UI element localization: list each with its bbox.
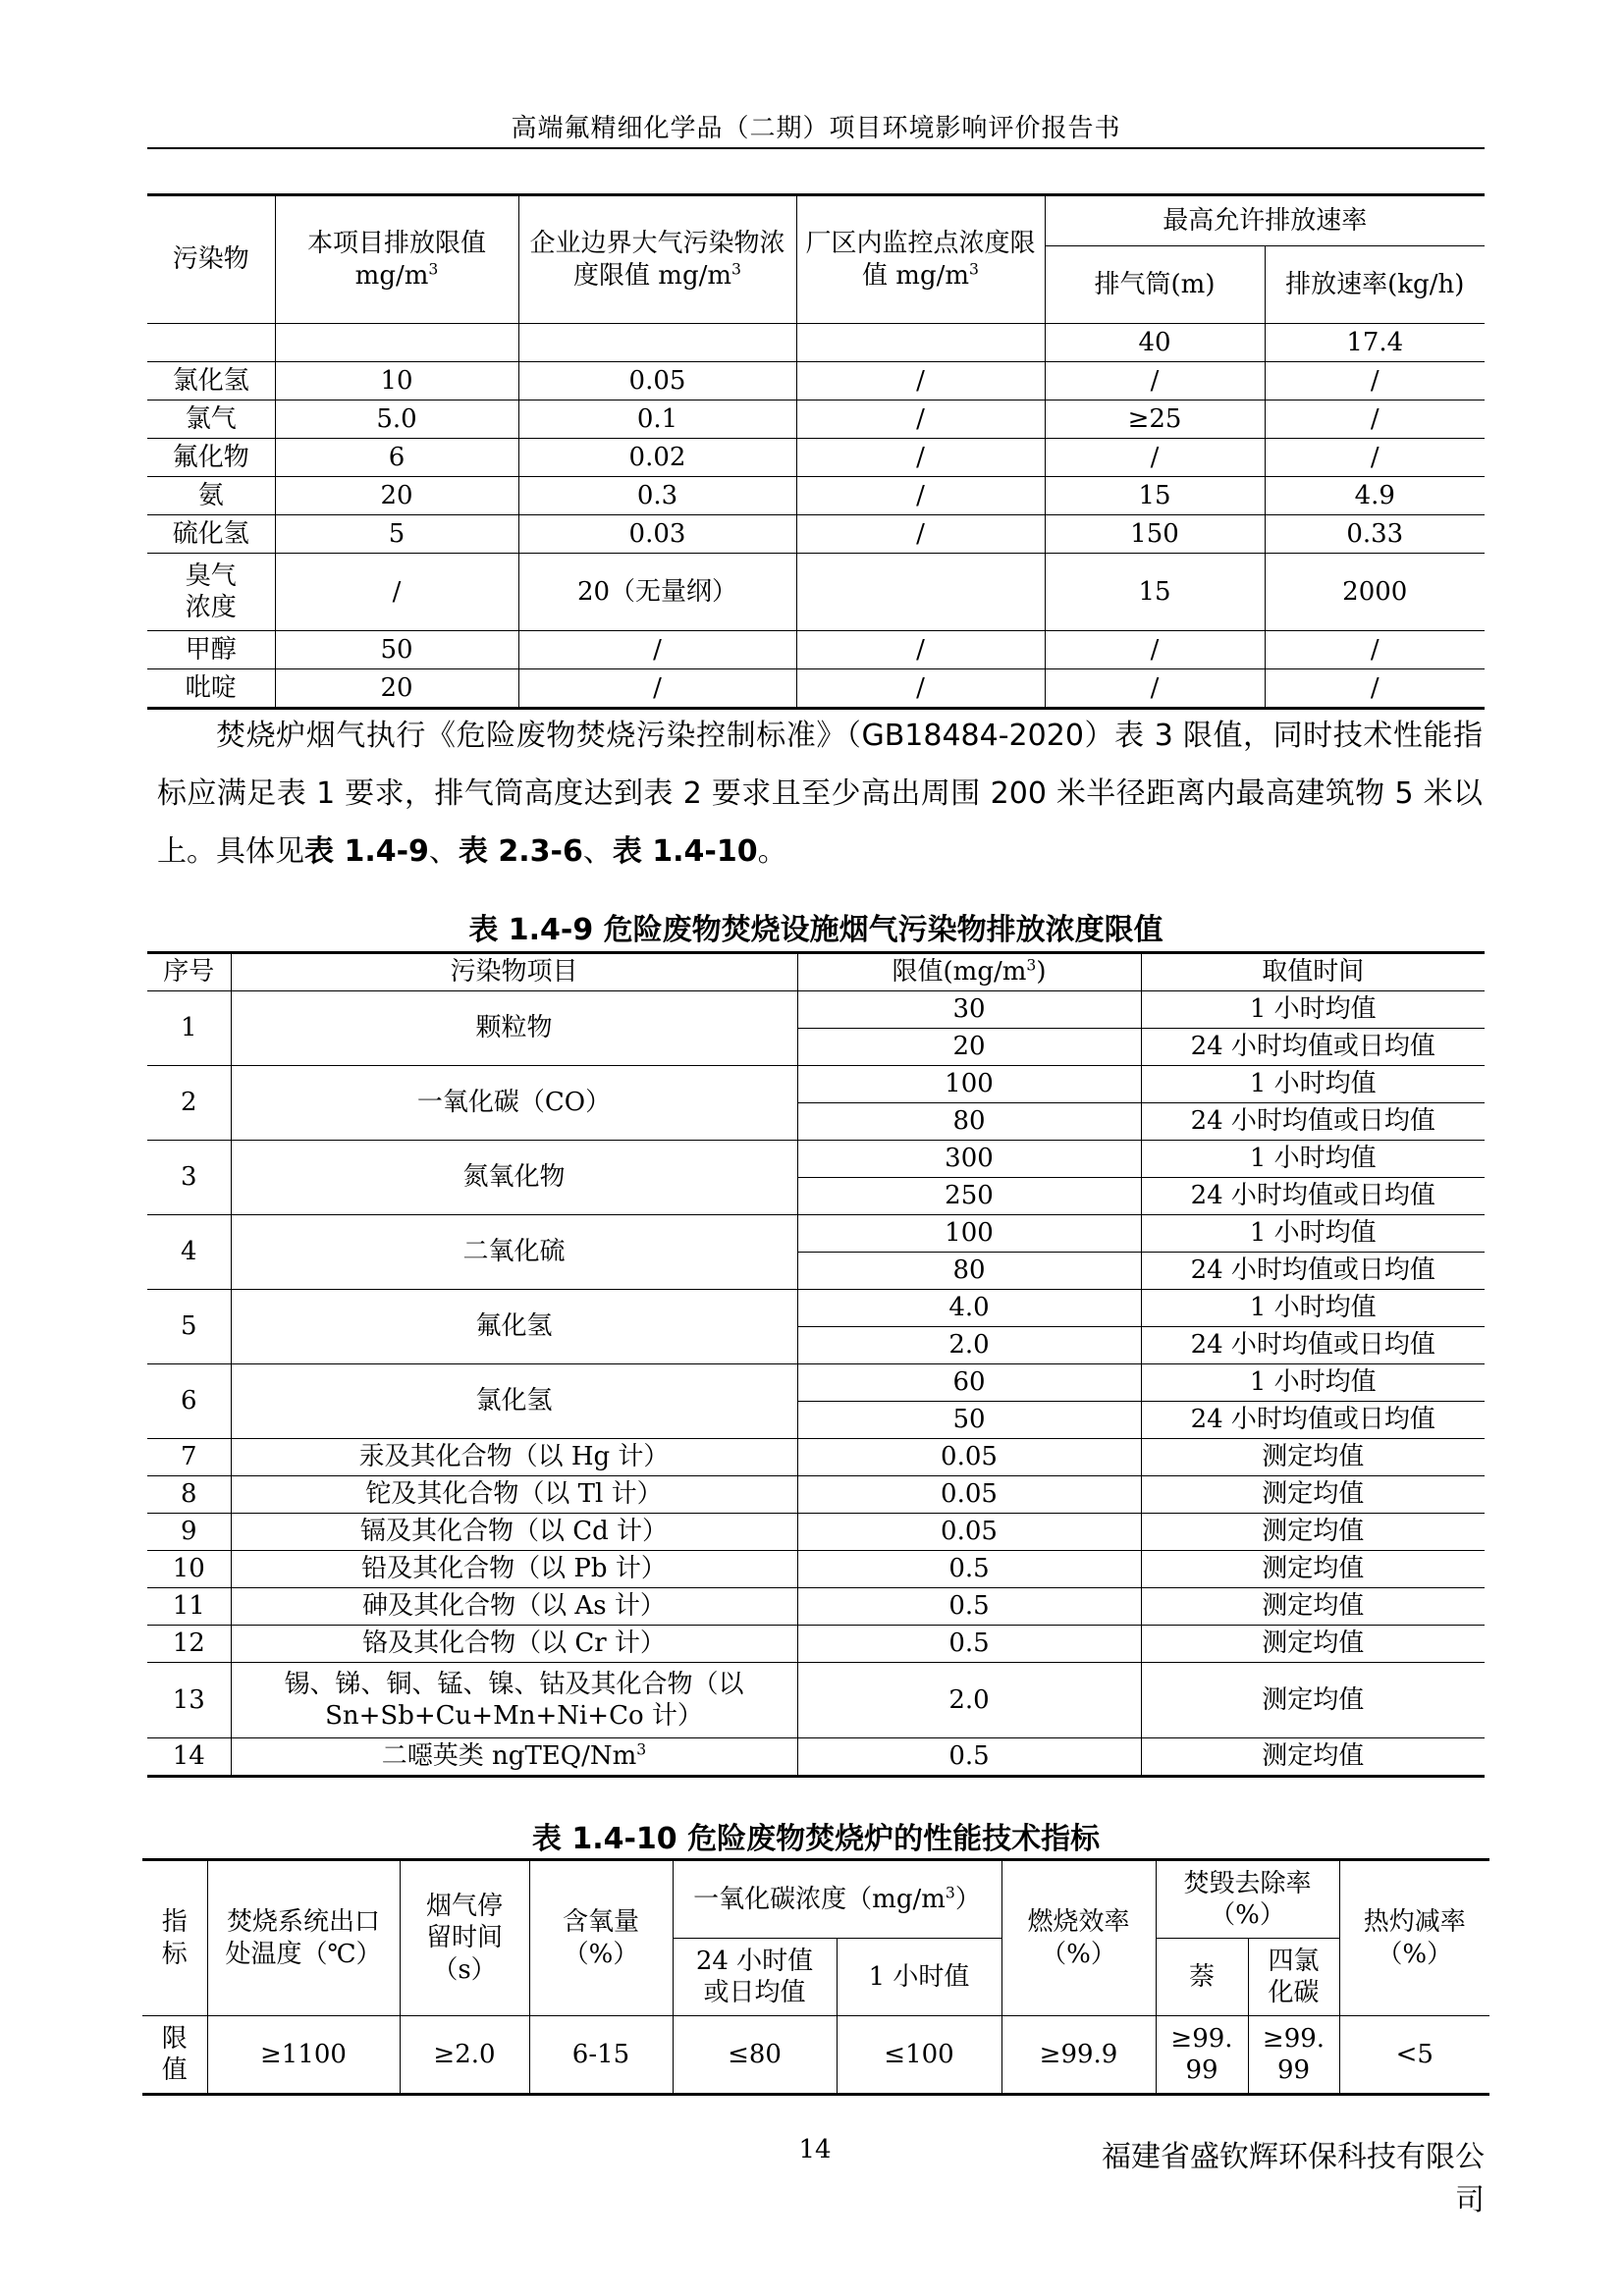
table-reference: 表 2.3-6 — [458, 834, 583, 869]
table-caption-1-4-9: 表 1.4-9 危险废物焚烧设施烟气污染物排放浓度限值 — [468, 913, 1163, 947]
row-number: 9 — [147, 1514, 231, 1551]
table-cell: 4.0 — [797, 1290, 1141, 1327]
th-time: 取值时间 — [1141, 953, 1485, 991]
page-header: 高端氟精细化学品（二期）项目环境影响评价报告书 — [511, 114, 1121, 143]
table-cell: 1 小时均值 — [1141, 1215, 1485, 1253]
pollutant-item: 铬及其化合物（以 Cr 计） — [231, 1626, 797, 1663]
table-cell: / — [1265, 439, 1485, 477]
table-cell: 15 — [1045, 554, 1265, 631]
header-rule — [147, 147, 1485, 149]
th-max-rate: 最高允许排放速率 — [1045, 195, 1485, 246]
table-cell: ≤100 — [837, 2016, 1001, 2095]
row-number: 13 — [147, 1663, 231, 1738]
table-cell: 20 — [275, 477, 518, 515]
table-cell: 300 — [797, 1141, 1141, 1178]
pollutant-item: 铊及其化合物（以 Tl 计） — [231, 1476, 797, 1514]
th-residence: 烟气停留时间（s） — [400, 1860, 529, 2016]
table-row — [147, 1663, 1485, 1738]
table-cell: 20 — [275, 669, 518, 709]
table-cell: 0.5 — [797, 1551, 1141, 1588]
table-cell: 5 — [275, 515, 518, 554]
th-rate: 排放速率(kg/h) — [1265, 246, 1485, 324]
table-cell: / — [796, 477, 1045, 515]
table-cell: / — [796, 400, 1045, 439]
table-caption-1-4-10: 表 1.4-10 危险废物焚烧炉的性能技术指标 — [531, 1822, 1101, 1856]
table-reference: 表 1.4-9 — [304, 834, 429, 869]
table-row — [147, 477, 1485, 515]
pollutant-item: 二噁英类 ngTEQ/Nm$^3$ — [231, 1738, 797, 1777]
th-limit: 限值$(mg/m^3)$ — [797, 953, 1141, 991]
table-cell: / — [796, 439, 1045, 477]
table-cell: 0.3 — [518, 477, 796, 515]
table-row — [147, 1738, 1485, 1777]
performance-table — [142, 1858, 1489, 2096]
table-row — [147, 400, 1485, 439]
th-stack: 排气筒(m) — [1045, 246, 1265, 324]
th-co-1h: 1 小时值 — [837, 1939, 1001, 2016]
table-cell: 臭气浓度 — [147, 554, 275, 631]
table-cell: 50 — [275, 631, 518, 669]
table-cell: / — [275, 554, 518, 631]
table-row — [147, 1290, 1485, 1327]
table-cell: 1 小时均值 — [1141, 991, 1485, 1029]
table-reference: 表 1.4-10 — [612, 834, 758, 869]
row-number: 6 — [147, 1364, 231, 1439]
table-cell: 0.5 — [797, 1738, 1141, 1777]
pollutant-item: 颗粒物 — [231, 991, 797, 1066]
table-row — [147, 1066, 1485, 1103]
row-number: 3 — [147, 1141, 231, 1215]
row-number: 11 — [147, 1588, 231, 1626]
table-cell: 氯气 — [147, 400, 275, 439]
th-co-24h: 24 小时值或日均值 — [673, 1939, 837, 2016]
table-cell: 100 — [797, 1066, 1141, 1103]
table-row — [147, 1141, 1485, 1178]
table-cell: 80 — [797, 1103, 1141, 1141]
table-row — [147, 1588, 1485, 1626]
table-cell: / — [796, 669, 1045, 709]
row-number: 4 — [147, 1215, 231, 1290]
table-cell: / — [1265, 631, 1485, 669]
table-cell: <5 — [1339, 2016, 1489, 2095]
table-cell: 氟化物 — [147, 439, 275, 477]
table-cell: 24 小时均值或日均值 — [1141, 1402, 1485, 1439]
table-cell: / — [1045, 362, 1265, 400]
table-cell: 2000 — [1265, 554, 1485, 631]
pollutant-item: 铅及其化合物（以 Pb 计） — [231, 1551, 797, 1588]
pollutant-item: 砷及其化合物（以 As 计） — [231, 1588, 797, 1626]
table-cell: 测定均值 — [1141, 1476, 1485, 1514]
table-cell: 4.9 — [1265, 477, 1485, 515]
table-row — [147, 1514, 1485, 1551]
table-cell: 6-15 — [529, 2016, 673, 2095]
table-cell: ≥2.0 — [400, 2016, 529, 2095]
table-row — [147, 1364, 1485, 1402]
pollutant-item: 锡、锑、铜、锰、镍、钴及其化合物（以 Sn+Sb+Cu+Mn+Ni+Co 计） — [231, 1663, 797, 1738]
table-row — [147, 439, 1485, 477]
table-cell: 0.5 — [797, 1626, 1141, 1663]
table-cell: ≥25 — [1045, 400, 1265, 439]
table-cell: / — [796, 362, 1045, 400]
table-cell: 24 小时均值或日均值 — [1141, 1253, 1485, 1290]
table-cell — [275, 324, 518, 362]
table-cell: 6 — [275, 439, 518, 477]
th-boundary-limit: 企业边界大气污染物浓度限值 $mg/m^3$ — [518, 195, 796, 324]
pollutant-item: 氟化氢 — [231, 1290, 797, 1364]
table-cell: 0.03 — [518, 515, 796, 554]
table-cell: 24 小时均值或日均值 — [1141, 1103, 1485, 1141]
emission-limit-table — [147, 193, 1485, 710]
pollutant-item: 氯化氢 — [231, 1364, 797, 1439]
table-cell: / — [1045, 669, 1265, 709]
th-co: 一氧化碳浓度$(mg/m^3)$ — [673, 1860, 1001, 1939]
table-cell: 150 — [1045, 515, 1265, 554]
table-cell: 1 小时均值 — [1141, 1141, 1485, 1178]
row-number: 1 — [147, 991, 231, 1066]
table-cell: ≥99.99 — [1156, 2016, 1248, 2095]
table-cell: 氯化氢 — [147, 362, 275, 400]
th-naphthalene: 萘 — [1156, 1939, 1248, 2016]
table-cell: 0.5 — [797, 1588, 1141, 1626]
table-cell: 50 — [797, 1402, 1141, 1439]
table-cell: 测定均值 — [1141, 1439, 1485, 1476]
table-row — [142, 2016, 1489, 2095]
table-row — [147, 631, 1485, 669]
table-cell: 0.05 — [797, 1476, 1141, 1514]
body-paragraph: 焚烧炉烟气执行《危险废物焚烧污染控制标准》（GB18484-2020）表 3 限值，同时技术性能指标应满足表 1 要求，排气筒高度达到表 2 要求且至少高出周围 200 米半径距离内最高建筑物 5 米以上。具体见表 1.4-9、表 2.3-6、表 1.4-10。 — [157, 719, 1483, 869]
table-cell: 17.4 — [1265, 324, 1485, 362]
table-cell: 2.0 — [797, 1663, 1141, 1738]
table-cell: 30 — [797, 991, 1141, 1029]
table-cell: 15 — [1045, 477, 1265, 515]
table-cell: / — [1265, 669, 1485, 709]
table-cell: 测定均值 — [1141, 1738, 1485, 1777]
table-row — [147, 991, 1485, 1029]
table-row — [147, 554, 1485, 631]
row-number: 14 — [147, 1738, 231, 1777]
table-cell: / — [1265, 362, 1485, 400]
page-number: 14 — [798, 2135, 832, 2164]
table-cell: 60 — [797, 1364, 1141, 1402]
th-loss: 热灼减率（%） — [1339, 1860, 1489, 2016]
th-indicator: 指标 — [142, 1860, 207, 2016]
table-cell — [518, 324, 796, 362]
company-name: 福建省盛钦辉环保科技有限公司 — [1102, 2140, 1485, 2217]
pollutant-item: 镉及其化合物（以 Cd 计） — [231, 1514, 797, 1551]
row-label: 限值 — [142, 2016, 207, 2095]
table-cell: / — [1265, 400, 1485, 439]
table-cell: 测定均值 — [1141, 1626, 1485, 1663]
th-temp: 焚烧系统出口处温度（℃） — [207, 1860, 400, 2016]
pollutant-item: 氮氧化物 — [231, 1141, 797, 1215]
table-cell: 2.0 — [797, 1327, 1141, 1364]
row-number: 12 — [147, 1626, 231, 1663]
table-cell: / — [1045, 439, 1265, 477]
table-cell — [796, 324, 1045, 362]
table-header-row — [147, 953, 1485, 991]
table-cell: 0.05 — [797, 1439, 1141, 1476]
row-number: 5 — [147, 1290, 231, 1364]
table-cell: / — [518, 631, 796, 669]
table-row — [147, 1551, 1485, 1588]
th-item: 污染物项目 — [231, 953, 797, 991]
table-cell: ≥1100 — [207, 2016, 400, 2095]
table-cell: 24 小时均值或日均值 — [1141, 1327, 1485, 1364]
table-cell: 40 — [1045, 324, 1265, 362]
table-row — [147, 669, 1485, 709]
row-number: 2 — [147, 1066, 231, 1141]
table-cell: 吡啶 — [147, 669, 275, 709]
table-cell: 0.02 — [518, 439, 796, 477]
table-cell: 甲醇 — [147, 631, 275, 669]
th-destruction: 焚毁去除率（%） — [1156, 1860, 1339, 1939]
table-cell: 10 — [275, 362, 518, 400]
table-cell: / — [796, 515, 1045, 554]
table-cell: 测定均值 — [1141, 1514, 1485, 1551]
table-cell: ≥99.9 — [1001, 2016, 1156, 2095]
incineration-limit-table — [147, 951, 1485, 1778]
table-cell: 1 小时均值 — [1141, 1290, 1485, 1327]
table-cell: 测定均值 — [1141, 1588, 1485, 1626]
table-cell: / — [1045, 631, 1265, 669]
table-cell: 20（无量纲） — [518, 554, 796, 631]
th-efficiency: 燃烧效率（%） — [1001, 1860, 1156, 2016]
row-number: 10 — [147, 1551, 231, 1588]
table-row — [147, 1215, 1485, 1253]
table-row — [147, 1439, 1485, 1476]
row-number: 7 — [147, 1439, 231, 1476]
table-cell: 20 — [797, 1029, 1141, 1066]
table-cell: 1 小时均值 — [1141, 1066, 1485, 1103]
table-cell: 5.0 — [275, 400, 518, 439]
row-number: 8 — [147, 1476, 231, 1514]
table-cell: ≥99.99 — [1248, 2016, 1339, 2095]
th-oxygen: 含氧量（%） — [529, 1860, 673, 2016]
table-cell: 80 — [797, 1253, 1141, 1290]
table-row — [147, 1476, 1485, 1514]
table-cell: 1 小时均值 — [1141, 1364, 1485, 1402]
table-cell: ≤80 — [673, 2016, 837, 2095]
th-pollutant: 污染物 — [147, 195, 275, 324]
table-cell — [796, 554, 1045, 631]
pollutant-item: 汞及其化合物（以 Hg 计） — [231, 1439, 797, 1476]
th-no: 序号 — [147, 953, 231, 991]
table-row — [147, 515, 1485, 554]
th-project-limit: 本项目排放限值 $mg/m^3$ — [275, 195, 518, 324]
table-cell: 250 — [797, 1178, 1141, 1215]
table-row — [147, 1626, 1485, 1663]
table-cell: / — [796, 631, 1045, 669]
table-cell: 硫化氢 — [147, 515, 275, 554]
table-cell: 氨 — [147, 477, 275, 515]
table-cell: 0.33 — [1265, 515, 1485, 554]
th-ccl4: 四氯化碳 — [1248, 1939, 1339, 2016]
table-row — [147, 362, 1485, 400]
table-cell: 测定均值 — [1141, 1663, 1485, 1738]
table-cell: / — [518, 669, 796, 709]
table-cell: 24 小时均值或日均值 — [1141, 1029, 1485, 1066]
pollutant-item: 二氧化硫 — [231, 1215, 797, 1290]
table-cell: 0.05 — [518, 362, 796, 400]
table-cell: 测定均值 — [1141, 1551, 1485, 1588]
table-cell — [147, 324, 275, 362]
th-monitor-limit: 厂区内监控点浓度限值 $mg/m^3$ — [796, 195, 1045, 324]
pollutant-item: 一氧化碳（CO） — [231, 1066, 797, 1141]
table-cell: 24 小时均值或日均值 — [1141, 1178, 1485, 1215]
table-cell: 100 — [797, 1215, 1141, 1253]
table-cell: 0.05 — [797, 1514, 1141, 1551]
table-cell: 0.1 — [518, 400, 796, 439]
